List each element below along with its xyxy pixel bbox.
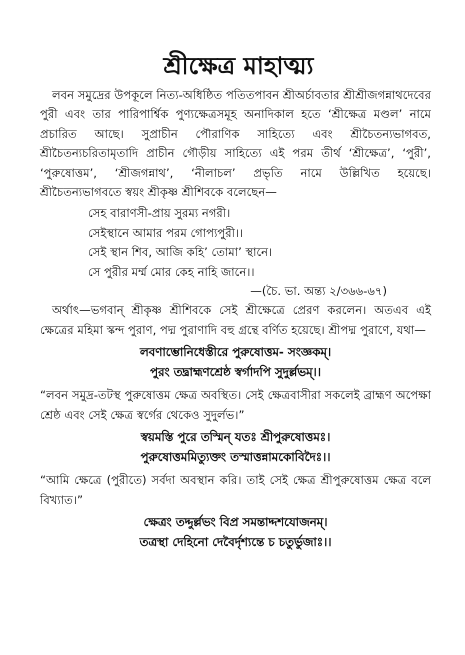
second-paragraph: অর্থাৎ—ভগবান্ শ্রীকৃষ্ণ শ্রীশিবকে সেই শ্রীক্ষেত্রে প্রেরণ করলেন। অতএব এই ক্ষেত্রের মহিমা স্কন্দ পুরাণ, পদ্ম পুরাণাদি বহু গ্রন্থে বর্ণিত হয়েছে। শ্রীপদ্ম পুরাণে, যথা— <box>40 303 431 337</box>
shloka-line: ক্ষেত্রং তদ্দুর্ল্লভং বিপ্র সমন্তাদ্দশযোজনম্। <box>143 514 328 529</box>
page-title: শ্রীক্ষেত্র মাহাত্ম্য <box>163 52 314 80</box>
verse-line: সেইস্থানে আমার পরম গোপ্যপুরী।। <box>88 225 244 240</box>
translation-quote: “লবন সমুদ্র-তটস্থ পুরুষোত্তম ক্ষেত্র অবস্থিত। সেই ক্ষেত্রবাসীরা সকলেই ব্রাহ্মণ অপেক্ষা শ্রেষ্ঠ এবং সেই ক্ষেত্র স্বর্গের থেকেও সুদুর্লভ।” <box>40 388 431 422</box>
intro-paragraph: লবন সমুদ্রের উপকূলে নিত্য-অধিষ্ঠিত পতিতপাবন শ্রীঅর্চাবতার শ্রীশ্রীজগন্নাথদেবের পুরী এবং তার পারিপার্শ্বিক পুণ্যক্ষেত্রসমূহ অনাদিকাল হতে ‘শ্রীক্ষেত্র মণ্ডল’ নামে প্রচারিত আছে। সুপ্রাচীন পৌরাণিক সাহিত্যে এবং শ্রীচৈতন্যভাগবত, শ্রীচৈতন্যচরিতামৃতাদি প্রাচীন গৌড়ীয় সাহিত্যে এই পরম তীর্থ ‘শ্রীক্ষেত্র’, ‘পুরী’, ‘পুরুষোত্তম’, ‘শ্রীজগন্নাথ’, ‘নীলাচল’ প্রভৃতি নামে উল্লিখিত হয়েছে। শ্রীচৈতন্যভাগবতে স্বয়ং শ্রীকৃষ্ণ শ্রীশিবকে বলেছেন— <box>40 88 431 200</box>
sanskrit-shloka <box>40 512 431 552</box>
sanskrit-shloka <box>40 427 431 467</box>
verse-block <box>40 204 431 282</box>
shloka-line: লবণাম্ভোনিধেস্তীরে পুরুষোত্তম- সংজ্ঞকম্। <box>139 345 332 360</box>
verse-reference: —(চৈ. ভা. অন্ত্য ২/৩৬৬-৬৭) <box>250 284 387 299</box>
shloka-line: পুরং তদ্ব্রাহ্মণশ্রেষ্ঠ স্বর্গাদপি সুদুর্ল্লভম্।। <box>150 365 321 380</box>
shloka-line: স্বয়মস্তি পুরে তস্মিন্ যতঃ শ্রীপুরুষোত্তমঃ। <box>140 430 331 445</box>
verse-line: সেই স্থান শিব, আজি কহি’ তোমা’ স্থানে। <box>88 245 273 260</box>
sanskrit-shloka <box>40 342 431 382</box>
verse-line: সে পুরীর মর্ম্ম মোর কেহ নাহি জানে।। <box>88 264 255 279</box>
verse-line: সেহ বারাণসী-প্রায় সুরম্য নগরী। <box>88 206 231 221</box>
shloka-line: পুরুষোত্তমমিত্যুক্তং তস্মাত্তন্নামকোবিদৈঃ।। <box>140 450 331 465</box>
shloka-line: তত্রস্থা দেহিনো দেবৈর্দৃশ্যন্তে চ চতুর্ভুজাঃ।। <box>139 534 332 549</box>
translation-quote: “আমি ক্ষেত্রে (পুরীতে) সর্বদা অবস্থান করি। তাই সেই ক্ষেত্র শ্রীপুরুষোত্তম ক্ষেত্র বলে বিখ্যাত।” <box>40 473 431 507</box>
